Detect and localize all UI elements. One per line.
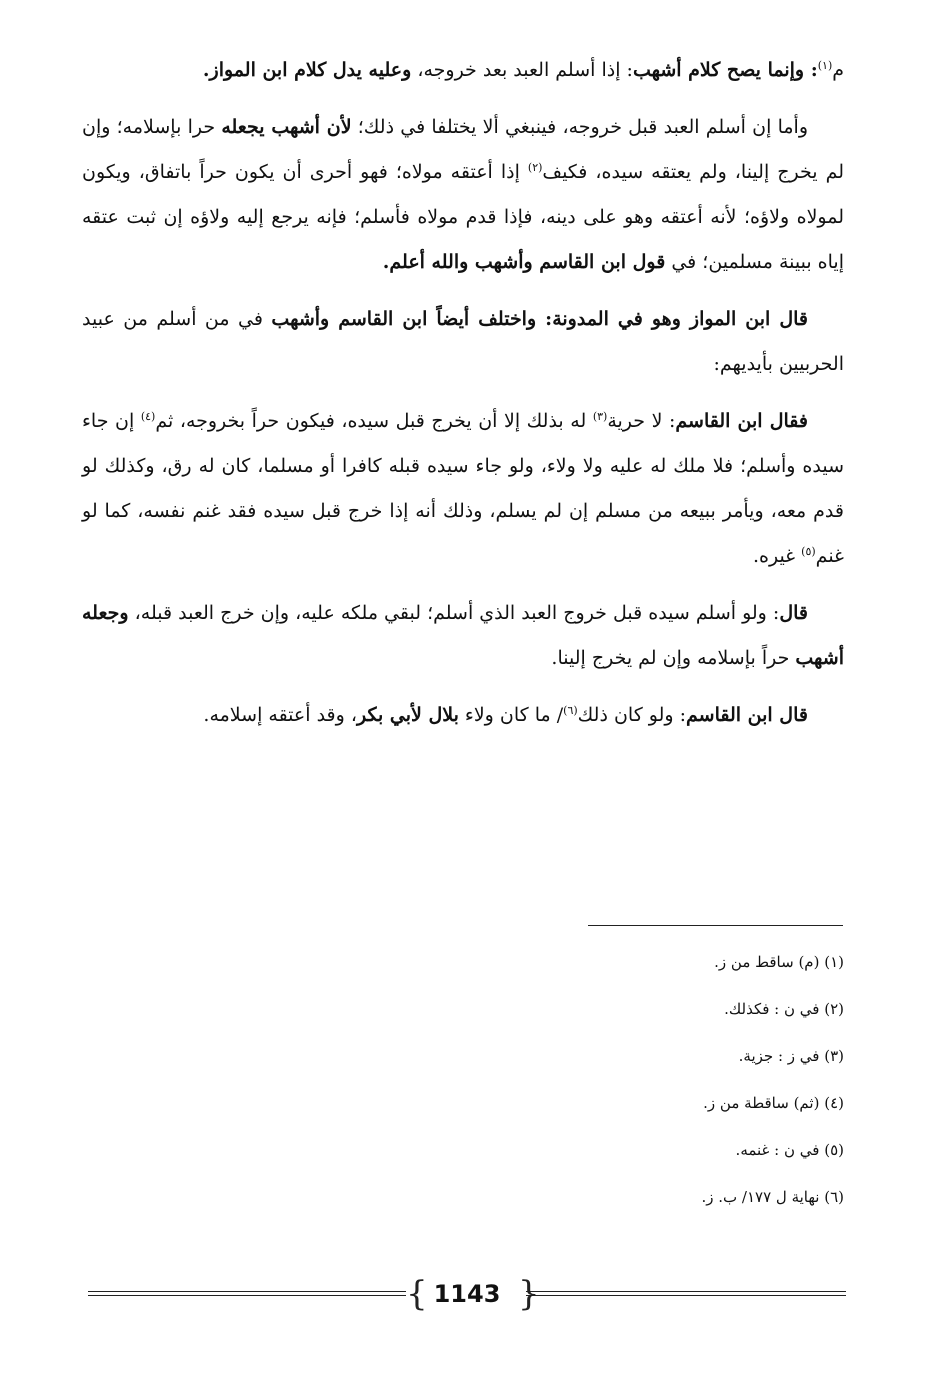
footnote-marker: (٢) [527,161,543,174]
text-run: لأن أشهب يجعله [221,116,352,138]
paragraph [82,399,844,579]
text-run: وعليه يدل كلام ابن المواز. [202,59,412,81]
text-run: : ولو كان ذلك [577,704,687,726]
footnote: (٦) نهاية ل ١٧٧/ ب. ز. [701,1188,844,1206]
text-run: / ما كان ولاء [458,704,564,726]
text-run: ، وقد أعتقه إسلامه. [203,704,357,726]
text-run: قال ابن المواز وهو في المدونة: واختلف أيضاً ابن القاسم وأشهب [271,308,808,330]
footnote: (٥) في ن : غنمه. [735,1141,844,1159]
text-run: غيره. [752,545,802,567]
page-footer [88,1272,846,1316]
text-run: إذا أعتقه مولاه؛ فهو أحرى أن يكون حراً باتفاق، ويكون لمولاه ولاؤه؛ لأنه أعتقه وهو على دينه، فإذا قدم مولاه فأسلم؛ فإنه يرجع إليه ولاؤه إن ثبت عتقه إياه ببينة مسلمين؛ في [82,161,844,273]
text-run: له بذلك إلا أن يخرج قبل سيده، فيكون حراً بخروجه، ثم [155,410,593,432]
text-run: حراً بإسلامه وإن لم يخرج إلينا. [551,647,796,669]
paragraph [82,297,844,387]
footer-brace-close: } [518,1274,540,1314]
footer-brace-open: { [406,1274,428,1314]
paragraph [82,48,844,93]
text-run: وأما إن أسلم العبد قبل خروجه، فينبغي ألا يختلفا في ذلك؛ [351,116,808,138]
text-run: قول ابن القاسم وأشهب والله أعلم. [382,251,666,273]
text-run: قال [779,602,808,624]
text-run: وجعله أشهب [82,602,844,669]
text-run: قال ابن القاسم [686,704,808,726]
page-number: 1143 [433,1280,501,1308]
paragraph [82,591,844,681]
footnotes [400,950,844,1232]
footer-rule-left [88,1291,406,1296]
text-run: : إذا أسلم العبد بعد خروجه، [411,59,633,81]
text-run: فقال ابن القاسم [675,410,808,432]
text-run: حرا بإسلامه؛ وإن لم يخرج إلينا، ولم يعتقه سيده، فكيف [82,116,845,183]
text-run: م [832,59,844,81]
footer-rule-right [526,1291,846,1296]
footnote-marker: (٥) [801,545,816,558]
footnote: (٢) في ن : فكذلك. [724,1000,844,1018]
text-run: : لا حرية [607,410,676,432]
footnote: (٤) (ثم) ساقطة من ز. [703,1094,844,1112]
text-run: بلال لأبي بكر [356,704,459,726]
text-run: في من أسلم من عبيد الحربيين بأيديهم: [82,308,844,375]
footnote-marker: (٦) [563,704,578,717]
text-run: : وإنما يصح كلام أشهب [632,59,818,81]
footnote-marker: (٤) [140,410,156,423]
text-run: إن جاء سيده وأسلم؛ فلا ملك له عليه ولا ولاء، ولو جاء سيده قبله كافرا أو مسلما، كان له رق، وكذلك لو قدم معه، ويأمر ببيعه من مسلم إن لم يسلم، وذلك أنه إذا خرج قبل سيده فقد غنم نفسه، كما لو غنم [82,410,844,567]
footnote: (٣) في ز : جزية. [738,1047,844,1065]
footnote-marker: (١) [817,59,833,72]
footnote-separator [588,925,843,926]
paragraph [82,105,844,285]
footnote: (١) (م) ساقط من ز. [714,953,844,971]
paragraph [82,693,844,738]
main-text [82,48,844,750]
text-run: : ولو أسلم سيده قبل خروج العبد الذي أسلم؛ لبقي ملكه عليه، وإن خرج العبد قبله، [128,602,780,624]
footnote-marker: (٣) [592,410,608,423]
